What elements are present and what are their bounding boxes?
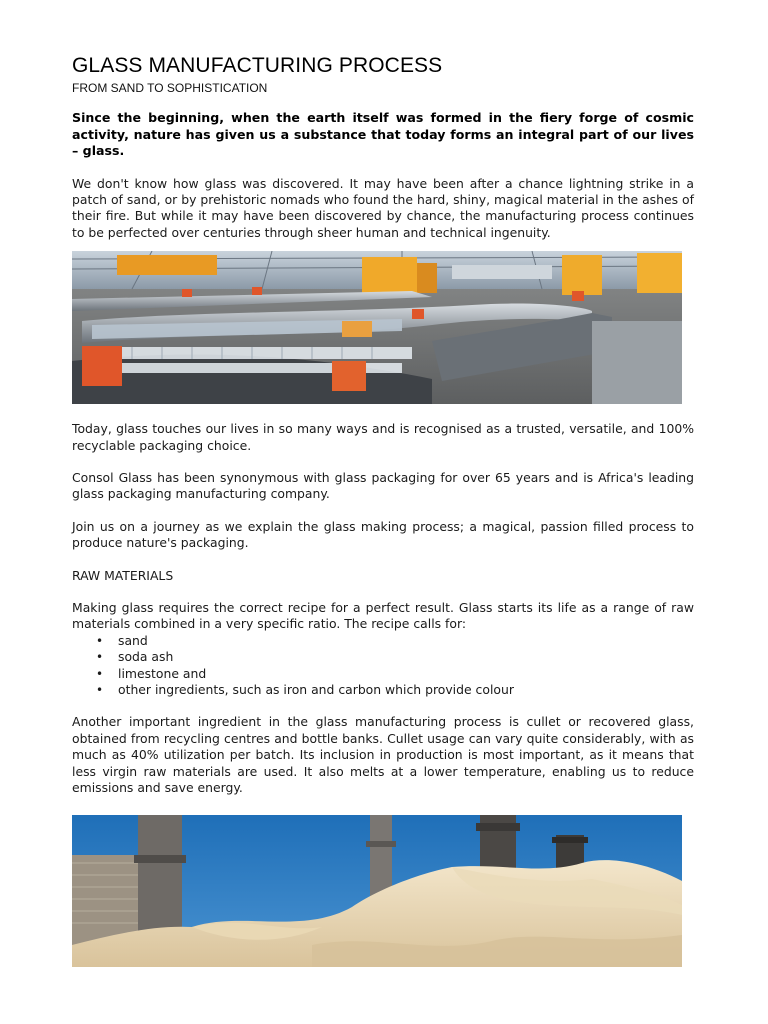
document-page — [72, 54, 694, 967]
list-item: • limestone and — [118, 666, 694, 682]
journey-paragraph: Join us on a journey as we explain the glass making process; a magical, passion filled process to produce nature's packaging. — [72, 518, 694, 551]
factory-conveyor-photo — [72, 251, 682, 404]
cullet-paragraph: Another important ingredient in the glass manufacturing process is cullet or recovered glass, obtained from recycling centres and bottle banks. Cullet usage can vary quite considerably, with as much as 40% utilization per batch. Its inclusion in production is most important, as it means that less virgin raw materials are used. It also melts at a lower temperature, enabling us to reduce emissions and save energy. — [72, 714, 694, 796]
recipe-list — [72, 633, 694, 699]
intro-paragraph: We don't know how glass was discovered. It may have been after a chance lightning strike in a patch of sand, or by prehistoric nomads who found the hard, shiny, magical material in the ashes of their fire. But while it may have been discovered by chance, the manufacturing process continues to be perfected over centuries through sheer human and technical ingenuity. — [72, 175, 694, 240]
sand-chimneys-photo — [72, 815, 682, 967]
today-paragraph: Today, glass touches our lives in so many ways and is recognised as a trusted, versatile, and 100% recyclable packaging choice. — [72, 421, 694, 453]
raw-materials-heading: RAW MATERIALS — [72, 567, 174, 583]
document-subtitle: FROM SAND TO SOPHISTICATION — [72, 81, 268, 95]
list-item: • sand — [118, 633, 694, 649]
consol-paragraph: Consol Glass has been synonymous with glass packaging for over 65 years and is Africa's leading glass packaging manufacturing company. — [72, 469, 694, 502]
list-item: • other ingredients, such as iron and carbon which provide colour — [118, 682, 694, 698]
document-title: GLASS MANUFACTURING PROCESS — [72, 54, 443, 77]
lead-paragraph: Since the beginning, when the earth itself was formed in the fiery forge of cosmic activity, nature has given us a substance that today forms an integral part of our lives – glass. — [72, 110, 694, 158]
list-item: • soda ash — [118, 649, 694, 665]
raw-materials-intro: Making glass requires the correct recipe for a perfect result. Glass starts its life as a range of raw materials combined in a very specific ratio. The recipe calls for: — [72, 599, 694, 632]
